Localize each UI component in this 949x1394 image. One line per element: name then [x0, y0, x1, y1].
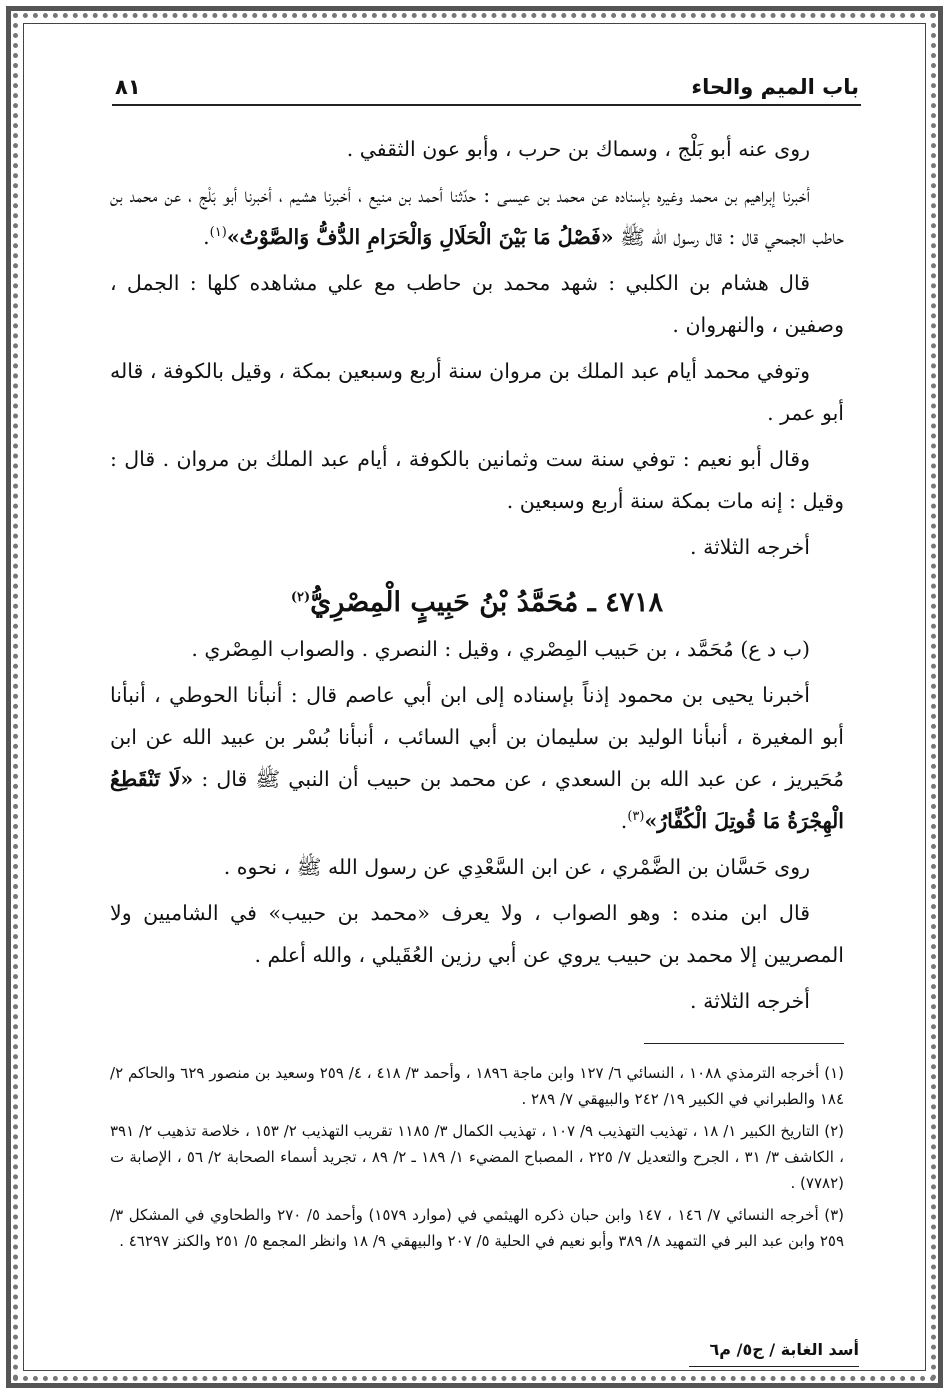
footnote: (٣) أخرجه النسائي ٧/ ١٤٦ ، ١٤٧ وابن حبان ذكره الهيثمي في (موارد ١٥٧٩) وأحمد ٥/ ٢٧٠ والطحاوي في المشكل ٣/ ٢٥٩ وابن عبد البر في التمهيد ٨/ ٣٨٩ وأبو نعيم في الحلية ٥/ ٢٠٧ والبيهقي ٩/ ١٨ وانظر المجمع ٥/ ٢٥١ والكنز ٤٦٢٩٧ . — [110, 1206, 844, 1250]
page-number: ٨١ — [115, 75, 141, 99]
paragraph: روى حَسَّان بن الضَّمْري ، عن ابن السَّعْدِي عن رسول الله ﷺ ، نحوه . — [223, 855, 810, 879]
paragraph: أخرجه الثلاثة . — [690, 535, 810, 559]
isnad-text: أخبرنا إبراهيم بن محمد وغيره بإسناده عن محمد بن عيسى : حدّثنا أحمد بن منيع ، أخبرنا هشيم ، أخبرنا أبو بَلْج ، عن محمد بن حاطب الجمحي قال : قال رسول الله ﷺ — [110, 183, 844, 249]
period: . — [620, 809, 628, 833]
entry-heading: ٤٧١٨ ـ مُحَمَّدُ بْنُ حَبِيبٍ الْمِصْرِيُّ — [310, 587, 664, 618]
paragraph: قال هشام بن الكلبي : شهد محمد بن حاطب مع علي مشاهده كلها : الجمل ، وصفين ، والنهروان . — [110, 271, 844, 337]
paragraph: وتوفي محمد أيام عبد الملك بن مروان سنة أربع وسبعين بمكة ، وقيل بالكوفة ، قاله أبو عمر . — [110, 359, 844, 425]
footnote-marker: (٢) — [290, 590, 311, 605]
main-text — [110, 128, 844, 1026]
chapter-title: باب الميم والحاء — [691, 75, 859, 99]
footnote-rule — [644, 1043, 844, 1044]
footnote: (٢) التاريخ الكبير ١/ ١٨ ، تهذيب التهذيب ٩/ ١٠٧ ، تهذيب الكمال ٣/ ١١٨٥ تقريب التهذيب ٢/ ١٥٣ ، خلاصة تذهيب ٢/ ٣٩١ ، الكاشف ٣/ ٣١ ، الجرح والتعديل ٧/ ٢٢٥ ، المصباح المضيء ١/ ١٨٩ ـ ٢/ ٨٩ ، تجريد أسماء الصحابة ٢/ ٥٦ ، الإصابة ت (٧٧٨٢) . — [110, 1122, 845, 1192]
header-rule — [112, 104, 861, 106]
page-header — [115, 72, 859, 102]
paragraph: (ب د ع) مُحَمَّد ، بن حَبيب المِصْري ، وقيل : النصري . والصواب المِصْري . — [191, 637, 810, 661]
paragraph: روى عنه أبو بَلْج ، وسماك بن حرب ، وأبو عون الثقفي . — [346, 137, 810, 161]
footnotes — [110, 1060, 844, 1260]
period: . — [203, 225, 210, 249]
entry-title — [110, 582, 844, 624]
paragraph: أخرجه الثلاثة . — [690, 989, 810, 1013]
footnote-marker: (٣) — [627, 809, 645, 825]
footnote-marker: (١) — [209, 225, 227, 241]
paragraph — [110, 674, 844, 842]
footer-rule — [689, 1366, 859, 1367]
footnote: (١) أخرجه الترمذي ١٠٨٨ ، النسائي ٦/ ١٢٧ وابن ماجة ١٨٩٦ ، وأحمد ٣/ ٤١٨ ، ٤/ ٢٥٩ وسعيد بن منصور ٦٢٩ والحاكم ٢/ ١٨٤ والطبراني في الكبير ١٩/ ٢٤٢ والبيهقي ٧/ ٢٨٩ . — [110, 1064, 844, 1108]
printer-signature: أسد الغابة / ج٥/ م٦ — [709, 1340, 859, 1359]
hadith-text: «فَصْلُ مَا بَيْنَ الْحَلَالِ وَالْحَرَامِ الدُّفُّ وَالصَّوْتُ» — [226, 225, 614, 249]
hadith-text: «لَا تَنْقَطِعُ الْهِجْرَةُ مَا قُوتِلَ الْكُفَّارُ» — [110, 767, 844, 833]
paragraph — [110, 174, 844, 258]
paragraph: وقال أبو نعيم : توفي سنة ست وثمانين بالكوفة ، أيام عبد الملك بن مروان . قال : وقيل : إنه مات بمكة سنة أربع وسبعين . — [110, 447, 844, 513]
paragraph: قال ابن منده : وهو الصواب ، ولا يعرف «محمد بن حبيب» في الشاميين ولا المصريين إلا محمد بن حبيب يروي عن أبي رزين العُقَيلي ، والله أعلم . — [110, 901, 844, 967]
isnad-text: أخبرنا يحيى بن محمود إذناً بإسناده إلى ابن أبي عاصم قال : أنبأنا الحوطي ، أنبأنا أبو المغيرة ، أنبأنا الوليد بن سليمان بن أبي السائب ، أنبأنا بُسْر بن عبيد الله عن ابن مُحَيريز ، عن عبد الله بن السعدي ، عن محمد بن حبيب أن النبي ﷺ قال : — [110, 683, 844, 791]
